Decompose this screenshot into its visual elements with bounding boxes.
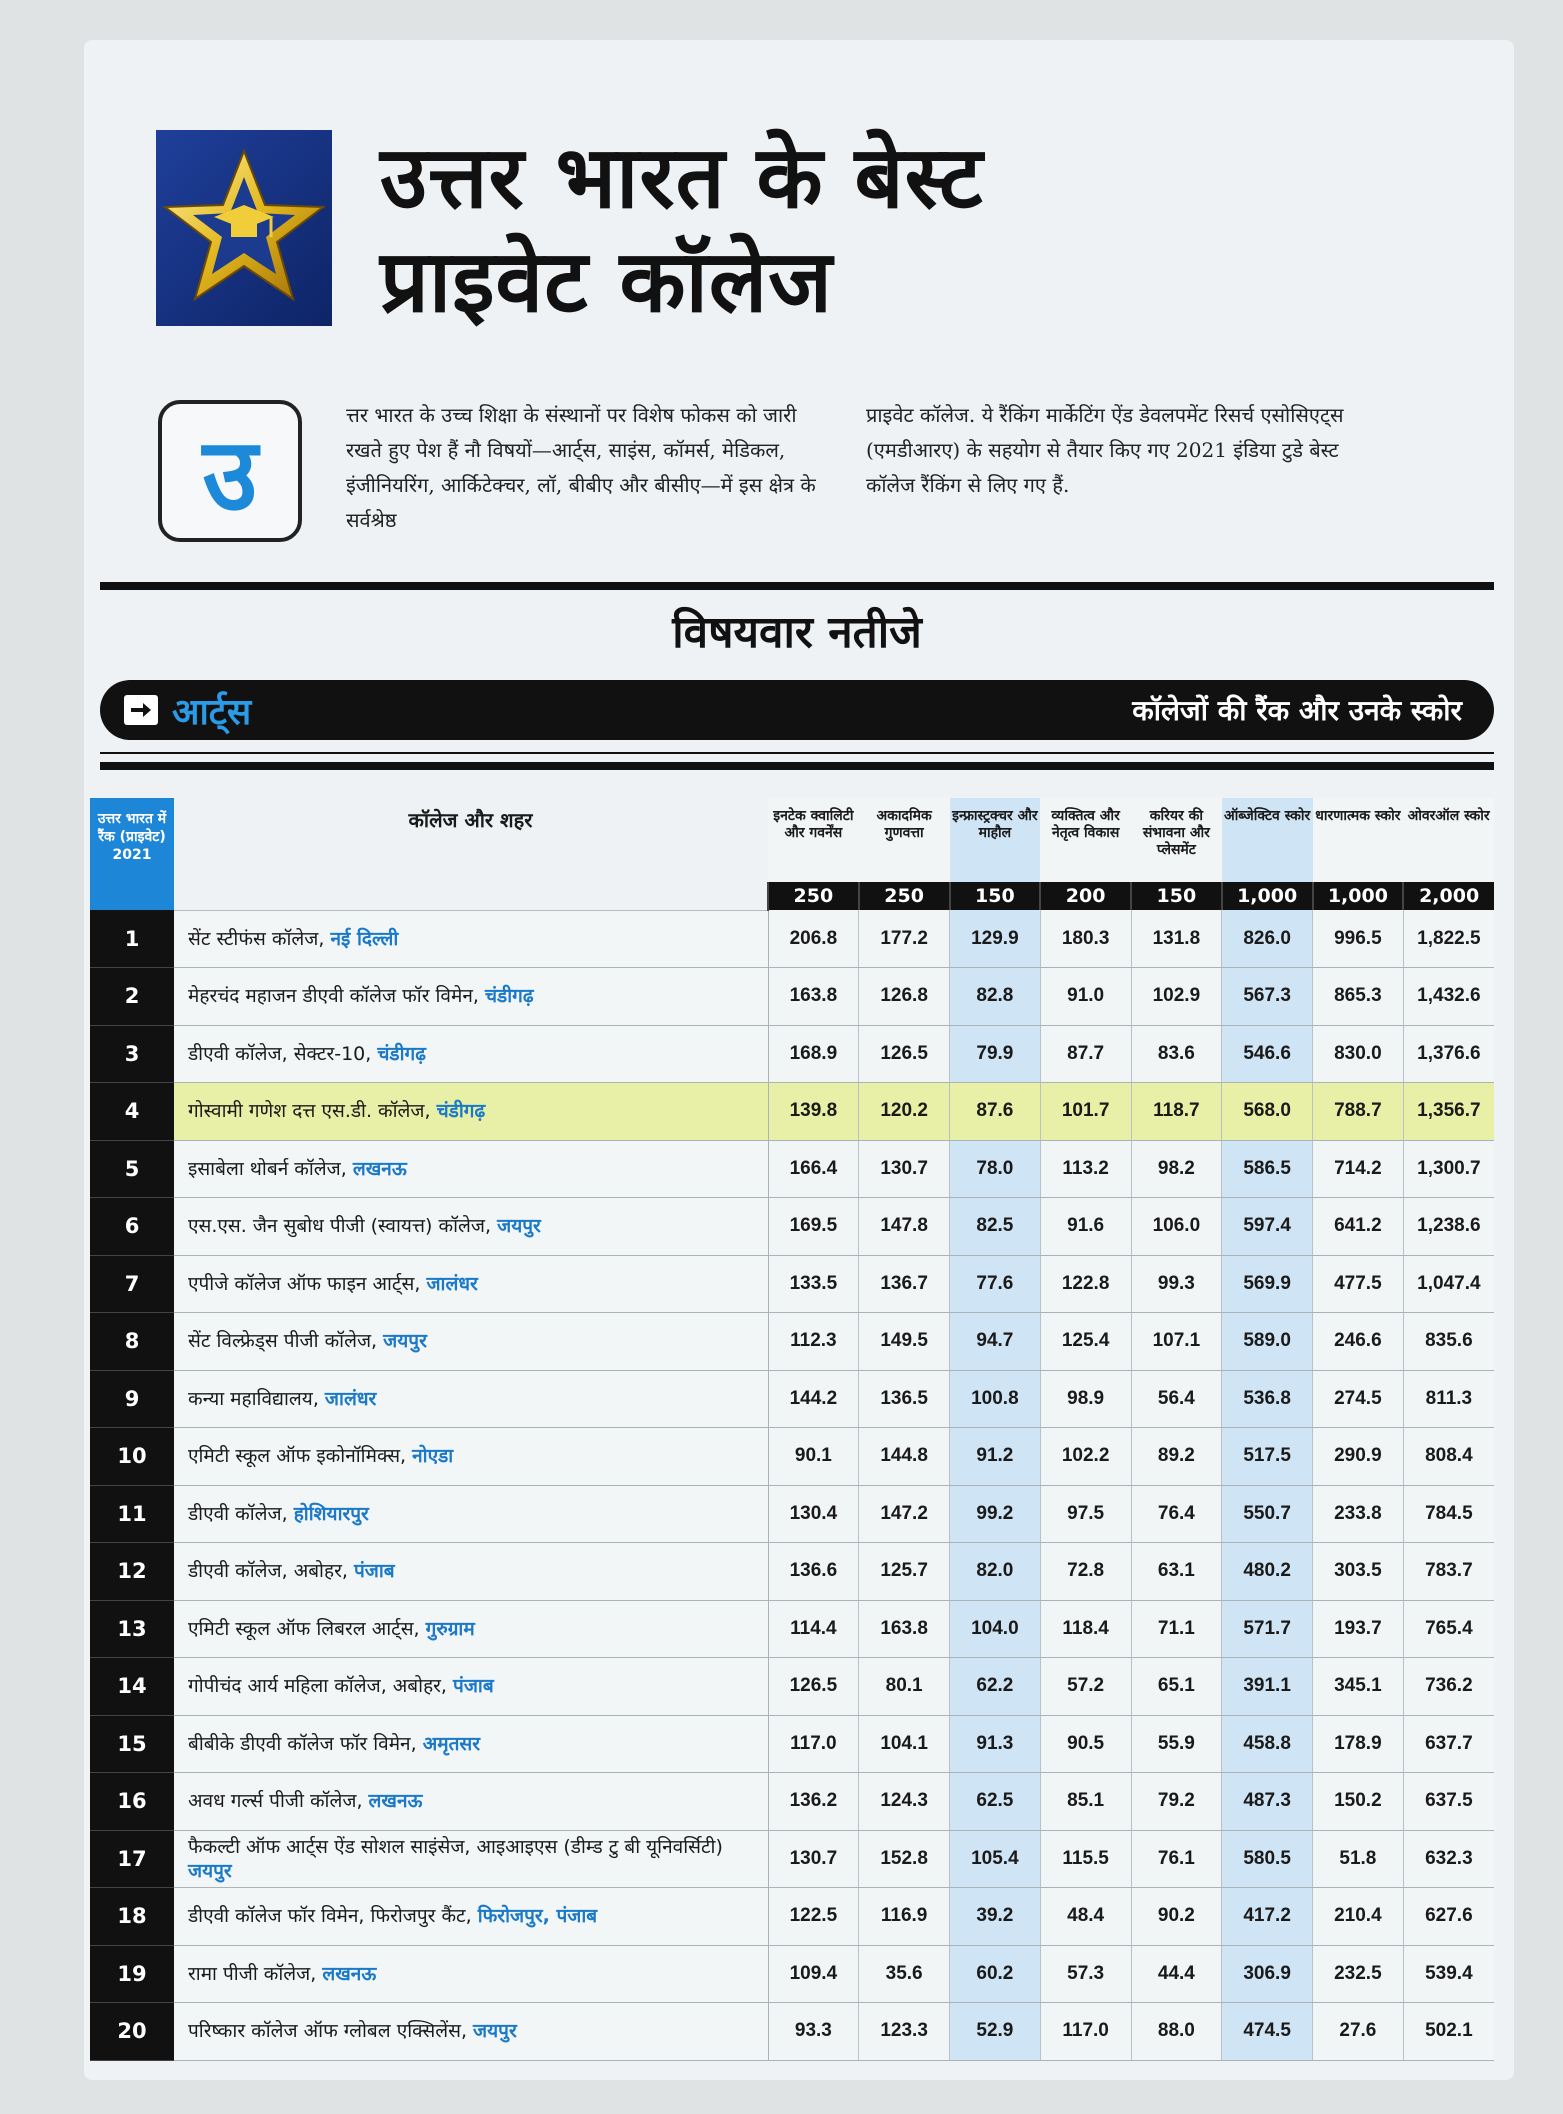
score-cell: 125.4	[1040, 1313, 1131, 1371]
table-row	[90, 1715, 1494, 1773]
college-name-cell	[174, 1658, 768, 1716]
intro-text-right: प्राइवेट कॉलेज. ये रैंकिंग मार्केटिंग ऐंड डेवलपमेंट रिसर्च एसोसिएट्स (एमडीआरए) के सहयोग से तैयार किए गए 2021 इंडिया टुडे बेस्ट कॉलेज रैंकिंग से लिए गए हैं.	[866, 403, 1344, 497]
table-row	[90, 1658, 1494, 1716]
college-name: मेहरचंद महाजन डीएवी कॉलेज फॉर विमेन,	[188, 985, 479, 1008]
score-cell: 106.0	[1131, 1198, 1222, 1256]
column-header: ओवरऑल स्कोर	[1403, 798, 1494, 882]
score-cell: 246.6	[1313, 1313, 1404, 1371]
rank-cell: 14	[90, 1658, 174, 1716]
college-name-cell	[174, 1715, 768, 1773]
table-row	[90, 1428, 1494, 1486]
score-cell: 136.5	[859, 1370, 950, 1428]
column-header: इन्फ्रास्ट्रक्चर और माहौल	[950, 798, 1041, 882]
score-cell: 641.2	[1313, 1198, 1404, 1256]
college-name-cell	[174, 1543, 768, 1601]
score-cell: 517.5	[1222, 1428, 1313, 1486]
score-cell: 83.6	[1131, 1025, 1222, 1083]
score-cell: 736.2	[1403, 1658, 1494, 1716]
score-cell: 597.4	[1222, 1198, 1313, 1256]
column-max: 1,000	[1222, 882, 1313, 910]
score-cell: 568.0	[1222, 1083, 1313, 1141]
college-name-cell	[174, 1140, 768, 1198]
score-cell: 90.2	[1131, 1888, 1222, 1946]
subject-name: आर्ट्स	[172, 691, 252, 733]
college-city: जालंधर	[324, 1387, 377, 1410]
rank-cell: 20	[90, 2003, 174, 2061]
score-cell: 169.5	[768, 1198, 859, 1256]
score-cell: 105.4	[950, 1830, 1041, 1888]
score-cell: 168.9	[768, 1025, 859, 1083]
table-row	[90, 1773, 1494, 1831]
name-column-header: कॉलेज और शहर	[174, 798, 768, 910]
score-cell: 487.3	[1222, 1773, 1313, 1831]
table-row	[90, 1313, 1494, 1371]
score-cell: 163.8	[768, 968, 859, 1026]
score-cell: 627.6	[1403, 1888, 1494, 1946]
score-cell: 210.4	[1313, 1888, 1404, 1946]
college-name: एपीजे कॉलेज ऑफ फाइन आर्ट्स,	[188, 1272, 421, 1295]
college-name: परिष्कार कॉलेज ऑफ ग्लोबल एक्सिलेंस,	[188, 2020, 467, 2043]
college-city: जयपुर	[497, 1215, 541, 1238]
college-name: गोस्वामी गणेश दत्त एस.डी. कॉलेज,	[188, 1100, 431, 1123]
score-cell: 82.0	[950, 1543, 1041, 1601]
college-name-cell	[174, 1830, 768, 1888]
score-cell: 637.7	[1403, 1715, 1494, 1773]
college-name: एमिटी स्कूल ऑफ इकोनॉमिक्स,	[188, 1445, 407, 1468]
score-cell: 458.8	[1222, 1715, 1313, 1773]
score-cell: 417.2	[1222, 1888, 1313, 1946]
college-name-cell	[174, 2003, 768, 2061]
college-city: लखनऊ	[368, 1790, 423, 1813]
score-cell: 784.5	[1403, 1485, 1494, 1543]
score-cell: 91.0	[1040, 968, 1131, 1026]
score-cell: 100.8	[950, 1370, 1041, 1428]
score-cell: 94.7	[950, 1313, 1041, 1371]
score-cell: 99.2	[950, 1485, 1041, 1543]
score-cell: 48.4	[1040, 1888, 1131, 1946]
score-cell: 1,356.7	[1403, 1083, 1494, 1141]
score-cell: 808.4	[1403, 1428, 1494, 1486]
table-row	[90, 1140, 1494, 1198]
score-cell: 163.8	[859, 1600, 950, 1658]
ranking-table	[90, 798, 1494, 2061]
score-cell: 474.5	[1222, 2003, 1313, 2061]
college-name-cell	[174, 1370, 768, 1428]
score-cell: 637.5	[1403, 1773, 1494, 1831]
rank-cell: 13	[90, 1600, 174, 1658]
college-name: डीएवी कॉलेज फॉर विमेन, फिरोजपुर कैंट,	[188, 1905, 472, 1928]
score-cell: 835.6	[1403, 1313, 1494, 1371]
college-name: गोपीचंद आर्य महिला कॉलेज, अबोहर,	[188, 1675, 447, 1698]
score-cell: 120.2	[859, 1083, 950, 1141]
table-row	[90, 2003, 1494, 2061]
score-cell: 62.5	[950, 1773, 1041, 1831]
college-city: फिरोजपुर, पंजाब	[477, 1905, 598, 1928]
score-cell: 62.2	[950, 1658, 1041, 1716]
college-name: अवध गर्ल्स पीजी कॉलेज,	[188, 1790, 363, 1813]
table-row	[90, 1370, 1494, 1428]
score-cell: 112.3	[768, 1313, 859, 1371]
score-cell: 783.7	[1403, 1543, 1494, 1601]
rank-cell: 19	[90, 1945, 174, 2003]
score-cell: 126.5	[859, 1025, 950, 1083]
score-cell: 113.2	[1040, 1140, 1131, 1198]
college-city: पंजाब	[353, 1560, 395, 1583]
college-city: चंडीगढ़	[377, 1042, 426, 1065]
table-row	[90, 1255, 1494, 1313]
college-city: चंडीगढ़	[484, 985, 534, 1008]
score-cell: 78.0	[950, 1140, 1041, 1198]
column-max: 2,000	[1403, 882, 1494, 910]
table-row	[90, 1543, 1494, 1601]
score-cell: 571.7	[1222, 1600, 1313, 1658]
score-cell: 546.6	[1222, 1025, 1313, 1083]
college-city: लखनऊ	[352, 1157, 407, 1180]
score-cell: 539.4	[1403, 1945, 1494, 2003]
score-cell: 90.1	[768, 1428, 859, 1486]
score-cell: 136.2	[768, 1773, 859, 1831]
college-name: रामा पीजी कॉलेज,	[188, 1962, 317, 1985]
score-cell: 123.3	[859, 2003, 950, 2061]
score-cell: 274.5	[1313, 1370, 1404, 1428]
rank-cell: 9	[90, 1370, 174, 1428]
college-name: सेंट स्टीफंस कॉलेज,	[188, 927, 325, 950]
college-name: एमिटी स्कूल ऑफ लिबरल आर्ट्स,	[188, 1617, 420, 1640]
college-name: इसाबेला थोबर्न कॉलेज,	[188, 1157, 347, 1180]
score-cell: 124.3	[859, 1773, 950, 1831]
table-body	[90, 910, 1494, 2060]
score-cell: 117.0	[1040, 2003, 1131, 2061]
column-header: व्यक्तित्व और नेतृत्व विकास	[1040, 798, 1131, 882]
divider-thin	[100, 752, 1494, 754]
score-cell: 56.4	[1131, 1370, 1222, 1428]
college-city: अमृतसर	[422, 1732, 481, 1755]
score-cell: 82.5	[950, 1198, 1041, 1256]
score-cell: 27.6	[1313, 2003, 1404, 2061]
rank-cell: 10	[90, 1428, 174, 1486]
score-cell: 166.4	[768, 1140, 859, 1198]
rank-cell: 1	[90, 910, 174, 968]
score-cell: 35.6	[859, 1945, 950, 2003]
table-row	[90, 1945, 1494, 2003]
dropcap: उ	[158, 400, 302, 542]
score-cell: 76.4	[1131, 1485, 1222, 1543]
score-cell: 72.8	[1040, 1543, 1131, 1601]
rank-cell: 17	[90, 1830, 174, 1888]
score-cell: 79.2	[1131, 1773, 1222, 1831]
score-cell: 136.7	[859, 1255, 950, 1313]
column-max: 250	[768, 882, 859, 910]
score-cell: 306.9	[1222, 1945, 1313, 2003]
score-cell: 136.6	[768, 1543, 859, 1601]
score-cell: 290.9	[1313, 1428, 1404, 1486]
table-row	[90, 1025, 1494, 1083]
score-cell: 130.7	[768, 1830, 859, 1888]
score-cell: 55.9	[1131, 1715, 1222, 1773]
star-graduation-icon	[159, 143, 329, 313]
rank-cell: 3	[90, 1025, 174, 1083]
table-row	[90, 968, 1494, 1026]
score-cell: 177.2	[859, 910, 950, 968]
college-name: कन्या महाविद्यालय,	[188, 1387, 319, 1410]
score-cell: 996.5	[1313, 910, 1404, 968]
score-cell: 589.0	[1222, 1313, 1313, 1371]
score-cell: 109.4	[768, 1945, 859, 2003]
score-cell: 550.7	[1222, 1485, 1313, 1543]
score-cell: 206.8	[768, 910, 859, 968]
score-cell: 788.7	[1313, 1083, 1404, 1141]
score-cell: 152.8	[859, 1830, 950, 1888]
rank-cell: 15	[90, 1715, 174, 1773]
college-city: जयपुर	[188, 1859, 232, 1882]
score-cell: 144.2	[768, 1370, 859, 1428]
rank-column-header: उत्तर भारत में रैंक (प्राइवेट) 2021	[90, 798, 174, 910]
college-name: डीएवी कॉलेज, अबोहर,	[188, 1560, 348, 1583]
table-row	[90, 1600, 1494, 1658]
column-max: 200	[1040, 882, 1131, 910]
score-cell: 826.0	[1222, 910, 1313, 968]
college-name-cell	[174, 1255, 768, 1313]
score-cell: 98.9	[1040, 1370, 1131, 1428]
rank-cell: 12	[90, 1543, 174, 1601]
column-header: इनटेक क्वालिटी और गवर्नेंस	[768, 798, 859, 882]
score-cell: 71.1	[1131, 1600, 1222, 1658]
score-cell: 1,238.6	[1403, 1198, 1494, 1256]
page-title	[380, 126, 1280, 334]
table-row	[90, 1198, 1494, 1256]
score-cell: 99.3	[1131, 1255, 1222, 1313]
college-name: बीबीके डीएवी कॉलेज फॉर विमेन,	[188, 1732, 417, 1755]
college-city: लखनऊ	[322, 1962, 377, 1985]
score-cell: 129.9	[950, 910, 1041, 968]
title-line-1: उत्तर भारत के बेस्ट	[380, 128, 984, 228]
rank-cell: 6	[90, 1198, 174, 1256]
college-city: गुरुग्राम	[425, 1617, 475, 1640]
score-cell: 130.7	[859, 1140, 950, 1198]
score-cell: 85.1	[1040, 1773, 1131, 1831]
college-city: जयपुर	[473, 2020, 517, 2043]
table-row	[90, 910, 1494, 968]
rank-cell: 7	[90, 1255, 174, 1313]
college-name-cell	[174, 1600, 768, 1658]
rank-cell: 8	[90, 1313, 174, 1371]
score-cell: 765.4	[1403, 1600, 1494, 1658]
score-cell: 126.5	[768, 1658, 859, 1716]
score-cell: 63.1	[1131, 1543, 1222, 1601]
college-city: जालंधर	[426, 1272, 478, 1295]
score-cell: 102.9	[1131, 968, 1222, 1026]
score-cell: 87.7	[1040, 1025, 1131, 1083]
divider-bottom	[100, 762, 1494, 770]
score-cell: 233.8	[1313, 1485, 1404, 1543]
score-cell: 89.2	[1131, 1428, 1222, 1486]
score-cell: 104.0	[950, 1600, 1041, 1658]
score-cell: 82.8	[950, 968, 1041, 1026]
subject-bar	[100, 680, 1494, 740]
score-cell: 88.0	[1131, 2003, 1222, 2061]
score-cell: 76.1	[1131, 1830, 1222, 1888]
college-name: डीएवी कॉलेज,	[188, 1502, 288, 1525]
score-cell: 147.2	[859, 1485, 950, 1543]
score-cell: 52.9	[950, 2003, 1041, 2061]
score-cell: 180.3	[1040, 910, 1131, 968]
score-cell: 87.6	[950, 1083, 1041, 1141]
score-cell: 79.9	[950, 1025, 1041, 1083]
score-cell: 101.7	[1040, 1083, 1131, 1141]
score-cell: 147.8	[859, 1198, 950, 1256]
rank-cell: 11	[90, 1485, 174, 1543]
college-name-cell	[174, 1198, 768, 1256]
score-cell: 122.5	[768, 1888, 859, 1946]
subject-subtitle: कॉलेजों की रैंक और उनके स्कोर	[1132, 694, 1462, 727]
score-cell: 91.2	[950, 1428, 1041, 1486]
college-name: डीएवी कॉलेज, सेक्टर-10,	[188, 1042, 372, 1065]
college-name: फैकल्टी ऑफ आर्ट्स ऐंड सोशल साइंसेज, आइआइएस (डीम्ड टु बी यूनिवर्सिटी)	[188, 1835, 723, 1858]
college-name-cell	[174, 1428, 768, 1486]
college-name: एस.एस. जैन सुबोध पीजी (स्वायत्त) कॉलेज,	[188, 1215, 492, 1238]
score-cell: 193.7	[1313, 1600, 1404, 1658]
table-row	[90, 1888, 1494, 1946]
score-cell: 51.8	[1313, 1830, 1404, 1888]
score-cell: 1,376.6	[1403, 1025, 1494, 1083]
score-cell: 130.4	[768, 1485, 859, 1543]
score-cell: 65.1	[1131, 1658, 1222, 1716]
score-cell: 632.3	[1403, 1830, 1494, 1888]
college-name-cell	[174, 968, 768, 1026]
college-name-cell	[174, 1888, 768, 1946]
score-cell: 536.8	[1222, 1370, 1313, 1428]
score-cell: 91.6	[1040, 1198, 1131, 1256]
score-cell: 1,822.5	[1403, 910, 1494, 968]
score-cell: 580.5	[1222, 1830, 1313, 1888]
score-cell: 232.5	[1313, 1945, 1404, 2003]
score-cell: 115.5	[1040, 1830, 1131, 1888]
rank-cell: 18	[90, 1888, 174, 1946]
score-cell: 57.2	[1040, 1658, 1131, 1716]
college-name-cell	[174, 1313, 768, 1371]
score-cell: 865.3	[1313, 968, 1404, 1026]
score-cell: 1,432.6	[1403, 968, 1494, 1026]
score-cell: 811.3	[1403, 1370, 1494, 1428]
college-name-cell	[174, 910, 768, 968]
intro-text-left: त्तर भारत के उच्च शिक्षा के संस्थानों पर विशेष फोकस को जारी रखते हुए पेश हैं नौ विषयों—आर्ट्स, साइंस, कॉमर्स, मेडिकल, इंजीनियरिंग, आर्किटेक्चर, लॉ, बीबीए और बीसीए—में इस क्षेत्र के सर्वश्रेष्ठ	[346, 403, 816, 532]
score-cell: 77.6	[950, 1255, 1041, 1313]
column-header: ऑब्जेक्टिव स्कोर	[1222, 798, 1313, 882]
score-cell: 144.8	[859, 1428, 950, 1486]
college-city: पंजाब	[453, 1675, 494, 1698]
score-cell: 93.3	[768, 2003, 859, 2061]
college-city: चंडीगढ़	[436, 1100, 486, 1123]
score-cell: 830.0	[1313, 1025, 1404, 1083]
score-cell: 1,300.7	[1403, 1140, 1494, 1198]
rank-cell: 16	[90, 1773, 174, 1831]
column-max: 150	[1131, 882, 1222, 910]
table-row	[90, 1830, 1494, 1888]
score-cell: 569.9	[1222, 1255, 1313, 1313]
college-name-cell	[174, 1485, 768, 1543]
column-header: करियर की संभावना और प्लेसमेंट	[1131, 798, 1222, 882]
score-cell: 303.5	[1313, 1543, 1404, 1601]
score-cell: 133.5	[768, 1255, 859, 1313]
score-cell: 44.4	[1131, 1945, 1222, 2003]
score-cell: 125.7	[859, 1543, 950, 1601]
score-cell: 131.8	[1131, 910, 1222, 968]
score-cell: 345.1	[1313, 1658, 1404, 1716]
score-cell: 107.1	[1131, 1313, 1222, 1371]
score-cell: 57.3	[1040, 1945, 1131, 2003]
column-header: धारणात्मक स्कोर	[1313, 798, 1404, 882]
table-row	[90, 1083, 1494, 1141]
score-cell: 150.2	[1313, 1773, 1404, 1831]
column-max: 250	[859, 882, 950, 910]
college-name-cell	[174, 1025, 768, 1083]
score-cell: 149.5	[859, 1313, 950, 1371]
score-cell: 502.1	[1403, 2003, 1494, 2061]
score-cell: 118.4	[1040, 1600, 1131, 1658]
college-city: नई दिल्ली	[330, 927, 399, 950]
rank-cell: 2	[90, 968, 174, 1026]
column-header: अकादमिक गुणवत्ता	[859, 798, 950, 882]
score-cell: 91.3	[950, 1715, 1041, 1773]
score-cell: 117.0	[768, 1715, 859, 1773]
divider-top	[100, 582, 1494, 590]
section-heading: विषयवार नतीजे	[672, 607, 922, 658]
rank-cell: 5	[90, 1140, 174, 1198]
score-cell: 118.7	[1131, 1083, 1222, 1141]
college-name-cell	[174, 1945, 768, 2003]
score-cell: 586.5	[1222, 1140, 1313, 1198]
score-cell: 178.9	[1313, 1715, 1404, 1773]
score-cell: 391.1	[1222, 1658, 1313, 1716]
college-city: नोएडा	[412, 1445, 454, 1468]
column-max: 1,000	[1313, 882, 1404, 910]
score-cell: 1,047.4	[1403, 1255, 1494, 1313]
arrow-right-icon	[124, 695, 158, 725]
score-cell: 714.2	[1313, 1140, 1404, 1198]
title-line-2: प्राइवेट कॉलेज	[380, 232, 833, 332]
college-city: होशियारपुर	[293, 1502, 369, 1525]
score-cell: 98.2	[1131, 1140, 1222, 1198]
score-cell: 97.5	[1040, 1485, 1131, 1543]
score-cell: 80.1	[859, 1658, 950, 1716]
score-cell: 104.1	[859, 1715, 950, 1773]
college-city: जयपुर	[383, 1330, 427, 1353]
score-cell: 39.2	[950, 1888, 1041, 1946]
rank-cell: 4	[90, 1083, 174, 1141]
score-cell: 477.5	[1313, 1255, 1404, 1313]
score-cell: 102.2	[1040, 1428, 1131, 1486]
column-max: 150	[950, 882, 1041, 910]
college-name: सेंट विल्फ्रेड्स पीजी कॉलेज,	[188, 1330, 378, 1353]
score-cell: 126.8	[859, 968, 950, 1026]
score-cell: 567.3	[1222, 968, 1313, 1026]
score-cell: 122.8	[1040, 1255, 1131, 1313]
college-name-cell	[174, 1083, 768, 1141]
score-cell: 114.4	[768, 1600, 859, 1658]
score-cell: 139.8	[768, 1083, 859, 1141]
score-cell: 60.2	[950, 1945, 1041, 2003]
college-name-cell	[174, 1773, 768, 1831]
score-cell: 116.9	[859, 1888, 950, 1946]
table-row	[90, 1485, 1494, 1543]
score-cell: 90.5	[1040, 1715, 1131, 1773]
score-cell: 480.2	[1222, 1543, 1313, 1601]
college-star-logo	[156, 130, 332, 326]
